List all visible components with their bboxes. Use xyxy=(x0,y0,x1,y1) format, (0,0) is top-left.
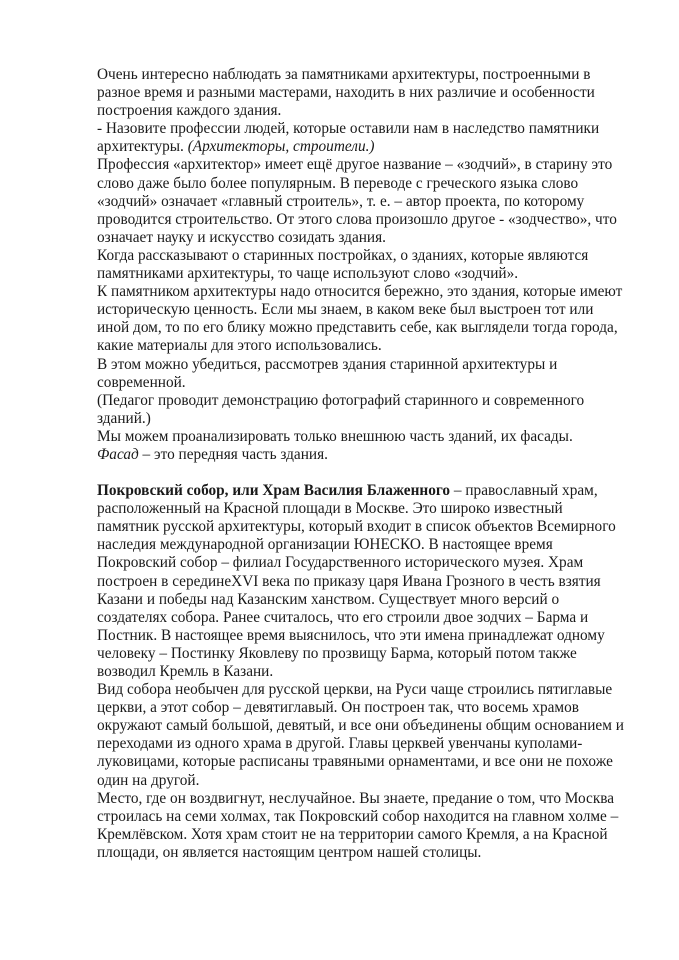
cathedral-title: Покровский собор, или Храм Василия Блаженного xyxy=(97,482,451,500)
architect-paragraph: Профессия «архитектор» имеет ещё другое название – «зодчий», в старину это слово даже было более популярным. В переводе с греческого языка слово «зодчий» означает «главный строитель», т. е. – автор проекта, по которому проводится строительство. От этого слова произошло другое - «зодчество», что означает науку и искусство созидать здания. xyxy=(97,156,617,246)
facade-definition-paragraph xyxy=(97,446,627,464)
question-text: - Назовите профессии людей, которые оставили нам в наследство памятники архитектуры. xyxy=(97,120,600,156)
compare-paragraph: В этом можно убедиться, рассмотрев здания старинной архитектуры и современной. xyxy=(97,355,558,391)
cathedral-paragraph-3: Место, где он воздвигнут, неслучайное. Вы знаете, предание о том, что Москва строилась на семи холмах, так Покровский собор находится на главном холме – Кремлёвском. Хотя храм стоит не на территории самого Кремля, а на Красной площади, он является настоящим центром нашей столицы. xyxy=(97,789,619,861)
intro-paragraph: Очень интересно наблюдать за памятниками архитектуры, построенными в разное время и разными мастерами, находить в них различие и особенности построения каждого здания. xyxy=(97,66,595,120)
cathedral-paragraph-2: Вид собора необычен для русской церкви, на Руси чаще строились пятиглавые церкви, а этот собор – девятиглавый. Он построен так, что восемь храмов окружают самый большой, девятый, и все они объединены общим основанием и переходами из одного храма в другой. Главы церквей увенчаны куполами-луковицами, которые расписаны травяными орнаментами, и все они не похоже один на другой. xyxy=(97,681,624,789)
old-buildings-paragraph: Когда рассказывают о старинных постройках, о зданиях, которые являются памятниками архитектуры, то чаще используют слово «зодчий». xyxy=(97,246,589,283)
facade-term: Фасад xyxy=(97,445,139,463)
question-paragraph xyxy=(97,120,627,156)
question-answer: (Архитекторы, строители.) xyxy=(187,138,375,156)
monuments-paragraph: К памятником архитектуры надо относится бережно, это здания, которые имеют историческую ценность. Если мы знаем, в каком веке был выстроен тот или иной дом, то по его блику можно представить себе, как выглядели тогда города, какие материалы для этого использовались. xyxy=(97,283,623,355)
document-page xyxy=(97,66,627,862)
facade-definition: – это передняя часть здания. xyxy=(138,445,328,463)
cathedral-paragraph-1 xyxy=(97,482,627,681)
facades-paragraph: Мы можем проанализировать только внешнюю часть зданий, их фасады. xyxy=(97,427,573,445)
cathedral-text-1: – православный храм, расположенный на Красной площади в Москве. Это широко известный памятник русской архитектуры, который входит в список объектов Всемирного наследия международной организации ЮНЕСКО. В настоящее время Покровский собор – филиал Государственного исторического музея. Храм построен в серединеXVI века по приказу царя Ивана Грозного в честь взятия Казани и победы над Казанским ханством. Существует много версий о создателях собора. Ранее считалось, что его строили двое зодчих – Барма и Постник. В настоящее время выяснилось, что эти имена принадлежат одному человеку – Постинку Яковлеву по прозвищу Барма, который потом также возводил Кремль в Казани. xyxy=(97,482,616,680)
teacher-note-paragraph: (Педагог проводит демонстрацию фотографий старинного и современного зданий.) xyxy=(97,391,585,427)
blank-line xyxy=(97,464,627,482)
